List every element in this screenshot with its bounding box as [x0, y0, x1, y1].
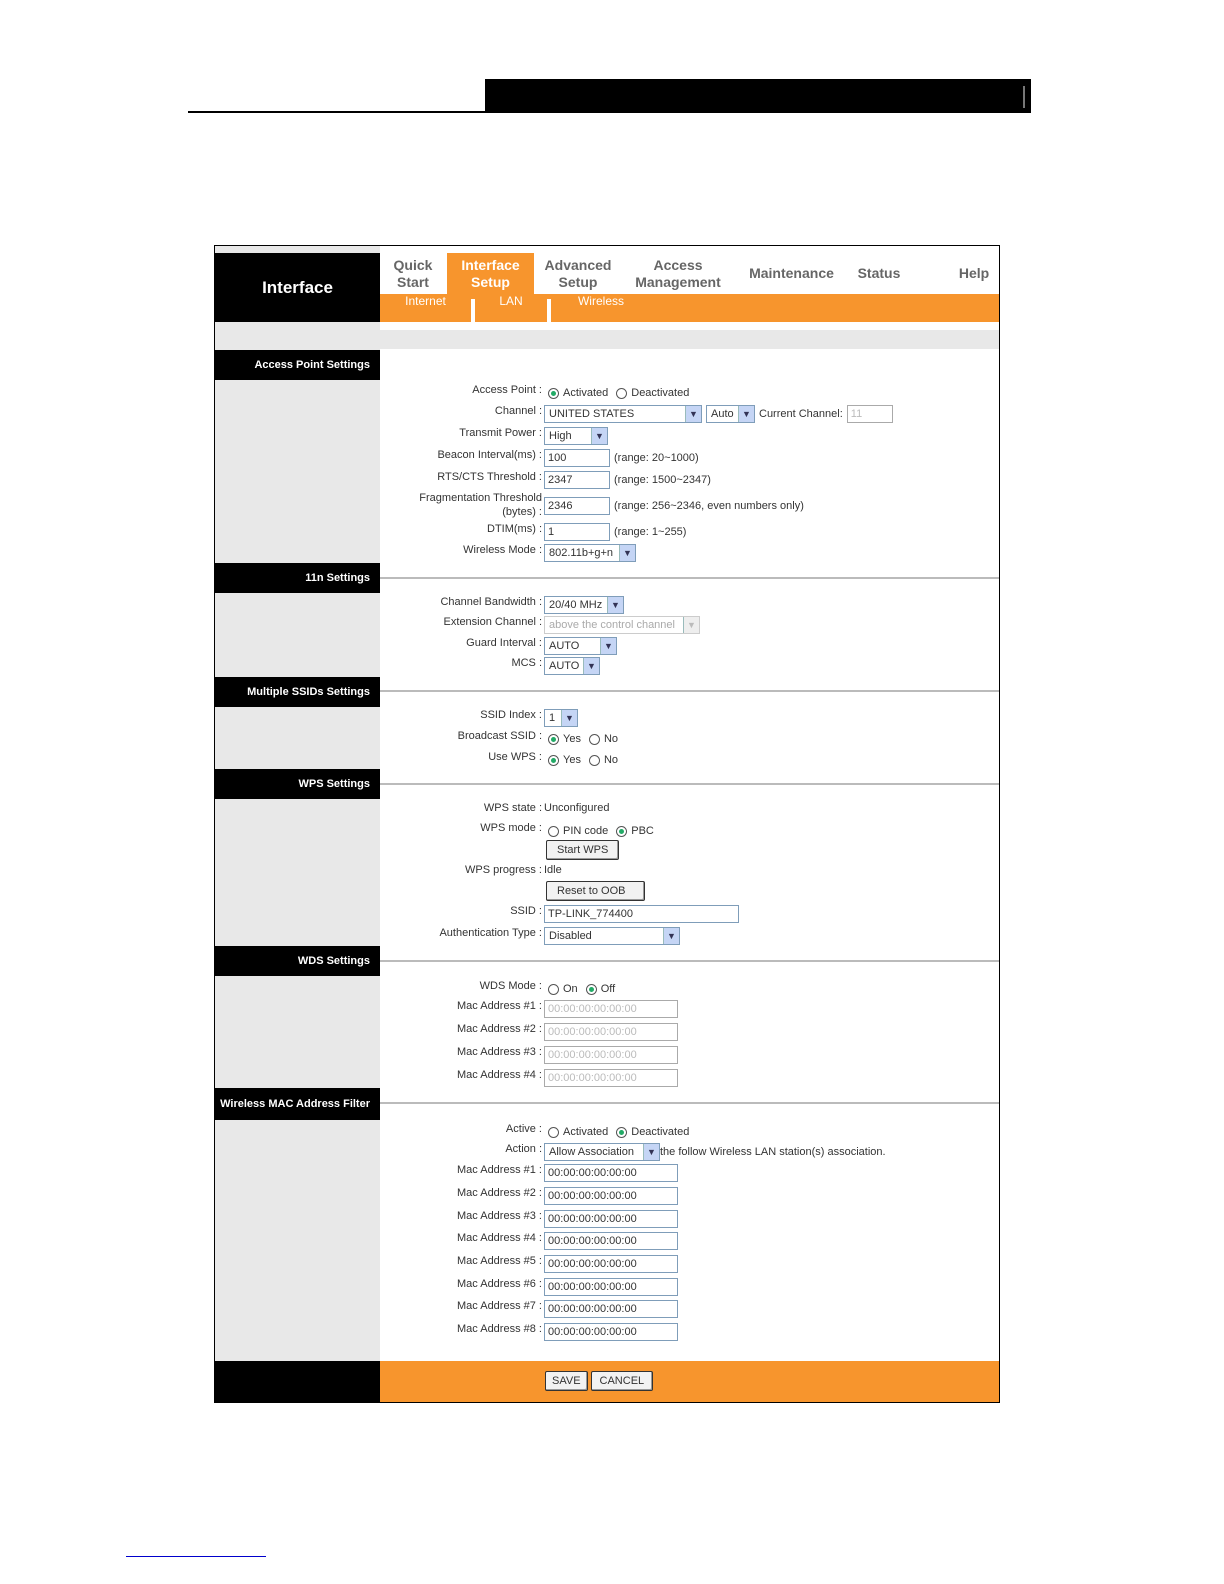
footer-buttons: [545, 1371, 653, 1391]
wps-progress-value: Idle: [544, 864, 562, 876]
current-channel-field: 11: [847, 405, 893, 423]
access-point-label: Access Point :: [472, 384, 542, 396]
channel-value: Auto: [711, 408, 734, 420]
filter-action-select[interactable]: [544, 1143, 660, 1161]
filter-mac-input[interactable]: 00:00:00:00:00:00: [544, 1300, 678, 1318]
menu-access-management[interactable]: Access Management: [635, 256, 721, 290]
mcs-select[interactable]: [544, 657, 600, 675]
extension-channel-label: Extension Channel :: [443, 616, 542, 628]
filter-mac-input[interactable]: 00:00:00:00:00:00: [544, 1255, 678, 1273]
filter-mac-input[interactable]: 00:00:00:00:00:00: [544, 1210, 678, 1228]
filter-mac-label: Mac Address #4 :: [457, 1232, 542, 1244]
row-wps-ssid: [380, 904, 999, 924]
section-access-point: Access Point Settings: [215, 350, 380, 380]
broadcast-ssid-label: Broadcast SSID :: [457, 730, 542, 742]
row-filter-mac-2: [380, 1186, 999, 1206]
menu-help[interactable]: Help: [958, 265, 990, 281]
wds-mac-input: 00:00:00:00:00:00: [544, 1000, 678, 1018]
chevron-down-icon: ▼: [683, 617, 699, 633]
router-config-window: [214, 245, 1000, 1403]
beacon-range: (range: 20~1000): [614, 452, 699, 464]
row-wds-mode: [380, 979, 999, 999]
wds-off-radio[interactable]: [586, 984, 597, 995]
row-filter-mac-1: [380, 1163, 999, 1183]
row-auth-type: [380, 926, 999, 946]
rts-label: RTS/CTS Threshold :: [437, 471, 542, 483]
auth-type-select[interactable]: [544, 927, 680, 945]
wds-mac-input: 00:00:00:00:00:00: [544, 1069, 678, 1087]
menu-maintenance[interactable]: Maintenance: [749, 265, 834, 281]
broadcast-ssid-no-radio[interactable]: [589, 734, 600, 745]
channel-bandwidth-label: Channel Bandwidth :: [440, 596, 542, 608]
chevron-down-icon: ▼: [607, 597, 623, 613]
access-point-deactivated-radio[interactable]: [616, 388, 627, 399]
guard-interval-value: AUTO: [549, 640, 580, 652]
yes-label: Yes: [563, 733, 581, 745]
use-wps-yes-radio[interactable]: [548, 755, 559, 766]
no-label: No: [603, 754, 619, 766]
row-filter-mac-8: [380, 1322, 999, 1342]
wds-mac-input: 00:00:00:00:00:00: [544, 1046, 678, 1064]
auth-type-label: Authentication Type :: [439, 927, 542, 939]
filter-activated-radio[interactable]: [548, 1127, 559, 1138]
chevron-down-icon: ▼: [591, 428, 607, 444]
ssid-index-value: 1: [549, 712, 556, 724]
section-divider: [380, 960, 999, 962]
menu-advanced-setup[interactable]: Advanced Setup: [544, 256, 612, 290]
row-ssid-index: [380, 708, 999, 728]
channel-label: Channel :: [494, 405, 542, 417]
submenu-wireless[interactable]: Wireless: [577, 294, 624, 308]
row-wds-mac-3: [380, 1045, 999, 1065]
menu-quick-start[interactable]: Quick Start: [393, 256, 433, 290]
filter-action-label: Action :: [505, 1143, 542, 1155]
off-label: Off: [600, 983, 616, 995]
filter-mac-input[interactable]: 00:00:00:00:00:00: [544, 1164, 678, 1182]
wps-pbc-radio[interactable]: [616, 826, 627, 837]
section-divider: [380, 783, 999, 785]
wps-state-label: WPS state :: [483, 802, 542, 814]
no-label: No: [603, 733, 619, 745]
use-wps-label: Use WPS :: [488, 751, 542, 763]
filter-mac-label: Mac Address #5 :: [457, 1255, 542, 1267]
row-filter-mac-6: [380, 1277, 999, 1297]
rts-input[interactable]: 2347: [544, 471, 610, 489]
filter-action-value: Allow Association: [549, 1146, 634, 1158]
section-multiple-ssids: Multiple SSIDs Settings: [215, 677, 380, 707]
row-guard-interval: [380, 636, 999, 656]
chevron-down-icon: ▼: [561, 710, 577, 726]
pin-code-label: PIN code: [563, 825, 609, 837]
wps-state-value: Unconfigured: [544, 802, 610, 814]
reset-oob-button[interactable]: Reset to OOB: [546, 881, 645, 901]
row-wps-state: [380, 801, 999, 821]
row-fragmentation: [380, 490, 999, 522]
wps-mode-label: WPS mode :: [480, 822, 542, 834]
chevron-down-icon: ▼: [600, 638, 616, 654]
dtim-input[interactable]: 1: [544, 523, 610, 541]
row-filter-mac-4: [380, 1231, 999, 1251]
fragmentation-label: Fragmentation Threshold (bytes) :: [419, 492, 542, 518]
mcs-value: AUTO: [549, 660, 580, 672]
row-start-wps: [380, 840, 999, 860]
beacon-input[interactable]: 100: [544, 449, 610, 467]
brand-title: Interface: [215, 253, 380, 322]
fragmentation-label-line2: (bytes): [502, 506, 536, 518]
deactivated-label: Deactivated: [631, 1126, 690, 1138]
yes-label: Yes: [563, 754, 581, 766]
wps-progress-label: WPS progress :: [464, 864, 542, 876]
wds-on-radio[interactable]: [548, 984, 559, 995]
chevron-down-icon: ▼: [583, 658, 599, 674]
on-label: On: [563, 983, 578, 995]
footer-left-bar: [215, 1361, 380, 1402]
pbc-label: PBC: [631, 825, 654, 837]
extension-channel-select: [544, 616, 700, 634]
filter-deactivated-radio[interactable]: [616, 1127, 627, 1138]
row-filter-mac-5: [380, 1254, 999, 1274]
row-wds-mac-4: [380, 1068, 999, 1088]
section-divider: [380, 1102, 999, 1104]
chevron-down-icon: ▼: [738, 406, 754, 422]
filter-mac-label: Mac Address #3 :: [457, 1210, 542, 1222]
filter-mac-label: Mac Address #7 :: [457, 1300, 542, 1312]
row-transmit-power: [380, 426, 999, 446]
left-panel: [215, 246, 380, 1402]
transmit-power-label: Transmit Power :: [459, 427, 542, 439]
wireless-mode-label: Wireless Mode :: [463, 544, 542, 556]
fragmentation-label-line1: Fragmentation Threshold: [419, 492, 542, 504]
channel-bandwidth-value: 20/40 MHz: [549, 599, 603, 611]
menu-status[interactable]: Status: [857, 265, 901, 281]
guard-interval-select[interactable]: [544, 637, 617, 655]
channel-country-value: UNITED STATES: [549, 408, 635, 420]
dtim-range: (range: 1~255): [614, 526, 687, 538]
filter-mac-label: Mac Address #2 :: [457, 1187, 542, 1199]
row-wds-mac-1: [380, 999, 999, 1019]
sub-menu: [380, 294, 999, 322]
row-wps-mode: [380, 821, 999, 841]
wps-pin-radio[interactable]: [548, 826, 559, 837]
row-use-wps: [380, 750, 999, 770]
save-button[interactable]: SAVE: [545, 1371, 588, 1391]
filter-mac-input[interactable]: 00:00:00:00:00:00: [544, 1323, 678, 1341]
document-footer-link-underline: [126, 1556, 266, 1557]
access-point-activated-radio[interactable]: [548, 388, 559, 399]
auth-type-value: Disabled: [549, 930, 592, 942]
wds-mac-label: Mac Address #1 :: [457, 1000, 542, 1012]
row-channel-bandwidth: [380, 595, 999, 615]
row-broadcast-ssid: [380, 729, 999, 749]
deactivated-label: Deactivated: [631, 387, 690, 399]
document-header-rule: [188, 111, 1031, 113]
cancel-button[interactable]: CANCEL: [591, 1371, 654, 1391]
chevron-down-icon: ▼: [643, 1144, 659, 1160]
filter-mac-label: Mac Address #1 :: [457, 1164, 542, 1176]
transmit-power-select[interactable]: [544, 427, 608, 445]
row-wds-mac-2: [380, 1022, 999, 1042]
chevron-down-icon: ▼: [685, 406, 701, 422]
row-wps-progress: [380, 863, 999, 883]
row-extension-channel: [380, 615, 999, 635]
row-rts: [380, 470, 999, 490]
wireless-mode-value: 802.11b+g+n: [549, 547, 614, 559]
wds-mode-label: WDS Mode :: [479, 980, 542, 992]
wps-ssid-label: SSID :: [510, 905, 542, 917]
mcs-label: MCS :: [511, 657, 542, 669]
start-wps-button[interactable]: Start WPS: [546, 840, 619, 860]
broadcast-ssid-yes-radio[interactable]: [548, 734, 559, 745]
wds-mac-input: 00:00:00:00:00:00: [544, 1023, 678, 1041]
row-mcs: [380, 656, 999, 676]
filter-mac-input[interactable]: 00:00:00:00:00:00: [544, 1232, 678, 1250]
section-divider: [380, 577, 999, 579]
row-wireless-mode: [380, 543, 999, 563]
row-filter-mac-7: [380, 1299, 999, 1319]
section-wds: WDS Settings: [215, 946, 380, 976]
ssid-index-label: SSID Index :: [480, 709, 542, 721]
row-dtim: [380, 522, 999, 542]
header-spacer: [380, 330, 999, 349]
filter-mac-label: Mac Address #8 :: [457, 1323, 542, 1335]
use-wps-no-radio[interactable]: [589, 755, 600, 766]
fragmentation-input[interactable]: 2346: [544, 497, 610, 515]
footer-bar: [380, 1361, 999, 1402]
wds-mac-label: Mac Address #2 :: [457, 1023, 542, 1035]
row-filter-action: [380, 1142, 999, 1162]
section-mac-filter: Wireless MAC Address Filter: [215, 1088, 380, 1120]
filter-mac-input[interactable]: 00:00:00:00:00:00: [544, 1278, 678, 1296]
activated-label: Activated: [563, 387, 609, 399]
document-header-bar: [485, 79, 1031, 112]
beacon-label: Beacon Interval(ms) :: [437, 449, 542, 461]
transmit-power-value: High: [549, 430, 572, 442]
fragmentation-range: (range: 256~2346, even numbers only): [614, 500, 804, 512]
top-menu: [380, 253, 997, 294]
section-wps: WPS Settings: [215, 769, 380, 799]
channel-select[interactable]: [706, 405, 755, 423]
current-channel-label: Current Channel:: [759, 408, 843, 420]
rts-range: (range: 1500~2347): [614, 474, 711, 486]
row-filter-active: [380, 1122, 999, 1142]
filter-mac-label: Mac Address #6 :: [457, 1278, 542, 1290]
wps-ssid-input[interactable]: TP-LINK_774400: [544, 905, 739, 923]
section-divider: [380, 690, 999, 692]
ssid-index-select[interactable]: [544, 709, 578, 727]
wds-mac-label: Mac Address #4 :: [457, 1069, 542, 1081]
submenu-lan[interactable]: LAN: [499, 294, 523, 308]
submenu-internet[interactable]: Internet: [405, 294, 446, 308]
extension-channel-value: above the control channel: [549, 619, 675, 631]
row-reset-oob: [380, 881, 999, 901]
menu-interface-setup[interactable]: Interface Setup: [447, 253, 534, 294]
row-filter-mac-3: [380, 1209, 999, 1229]
wds-mac-label: Mac Address #3 :: [457, 1046, 542, 1058]
row-access-point: [380, 383, 999, 403]
chevron-down-icon: ▼: [663, 928, 679, 944]
row-beacon: [380, 448, 999, 468]
section-11n: 11n Settings: [215, 563, 380, 593]
channel-bandwidth-select[interactable]: [544, 596, 624, 614]
filter-active-label: Active :: [505, 1123, 542, 1135]
document-header-mark: [1023, 86, 1025, 108]
row-channel: [380, 404, 999, 424]
dtim-label: DTIM(ms) :: [487, 523, 542, 535]
wireless-mode-select[interactable]: [544, 544, 636, 562]
activated-label: Activated: [563, 1126, 609, 1138]
chevron-down-icon: ▼: [619, 545, 635, 561]
guard-interval-label: Guard Interval :: [466, 637, 542, 649]
filter-action-note: the follow Wireless LAN station(s) association.: [660, 1146, 886, 1158]
filter-mac-input[interactable]: 00:00:00:00:00:00: [544, 1187, 678, 1205]
channel-country-select[interactable]: [544, 405, 702, 423]
